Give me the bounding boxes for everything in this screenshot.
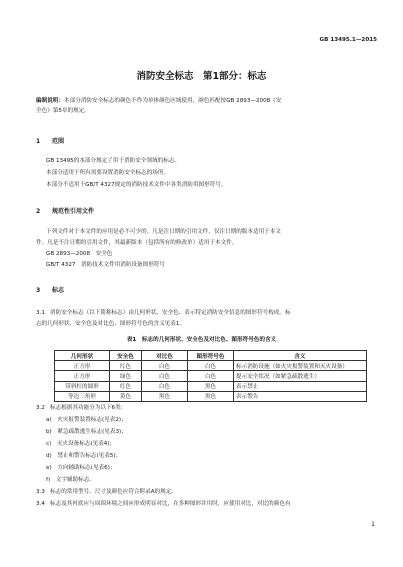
page-title: 消防安全标志 第1部分：标志 xyxy=(136,71,267,82)
table-row xyxy=(55,371,367,381)
cell-contrast-color: 白色 xyxy=(142,371,188,381)
section-3-number: 3 xyxy=(36,287,41,294)
header-symbol-color: 图形符号色 xyxy=(188,351,234,361)
cell-symbol-color: 黑色 xyxy=(188,391,234,401)
list-item: d) 禁止和警告标志(见表5)； xyxy=(46,453,122,459)
page-number: 1 xyxy=(371,521,375,528)
table-row xyxy=(55,391,367,401)
table-row xyxy=(55,381,367,391)
table-header-row xyxy=(55,351,367,361)
section-2-title: 规范性引用文件 xyxy=(52,208,95,215)
clause-3-1-number: 3.1 xyxy=(36,310,45,316)
clause-3-2-number: 3.2 xyxy=(36,405,45,411)
header-safety-color: 安全色 xyxy=(110,351,142,361)
clause-3-3-text: 标志的常用型号、尺寸及颜色应符合附录A的规定。 xyxy=(50,489,177,495)
cell-meaning: 表示警告 xyxy=(234,391,367,401)
clause-3-1-line-2: 志的几何形状、安全色及对比色、图形符号色的含义见表1。 xyxy=(36,321,185,327)
header-meaning: 含义 xyxy=(234,351,367,361)
clause-3-1-line-1: 消防安全标志（以下简称标志）由几何形状、安全色、表示特定消防安全信息的图形符号构成。标 xyxy=(50,310,291,316)
cell-meaning: 标示消防设施（如火灾报警装置和灭火设备） xyxy=(234,361,367,371)
standard-number: GB 13495.1—2015 xyxy=(319,37,377,43)
cell-symbol-color: 白色 xyxy=(188,361,234,371)
list-item: e) 方向辅助标志(见表6)； xyxy=(46,465,116,471)
section-2-ref-1: GB 2893—2008 安全色 xyxy=(46,251,113,257)
section-2-para-2: 件。凡是不注日期的引用文件，其最新版本（包括所有的修改单）适用于本文件。 xyxy=(36,240,238,246)
cell-safety-color: 红色 xyxy=(110,381,142,391)
clause-3-3-number: 3.3 xyxy=(36,489,45,495)
clause-3-4-number: 3.4 xyxy=(36,501,45,507)
cell-safety-color: 黄色 xyxy=(110,391,142,401)
table-row xyxy=(55,361,367,371)
cell-symbol-color: 白色 xyxy=(188,371,234,381)
section-2-number: 2 xyxy=(36,208,41,215)
section-2-para-1: 下列文件对于本文件的应用是必不可少的。凡是注日期的引用文件，仅注日期的版本适用于本文 xyxy=(46,229,281,235)
table-title: 表1 标志的几何形状、安全色及对比色、图形符号色的含义 xyxy=(126,337,277,343)
cell-symbol-color: 黑色 xyxy=(188,381,234,391)
foreword-line-1: 本部分消防安全标志的颜色不作为单体颜色区域使用，颜色匹配按GB 2893—2008《安 xyxy=(64,98,282,104)
section-1-para-2: 本部分适用于所有需要设置消防安全标志的场所。 xyxy=(46,170,170,176)
cell-meaning: 表示禁止 xyxy=(234,381,367,391)
cell-meaning: 提示安全状况（如紧急疏散逃生） xyxy=(234,371,367,381)
section-2-ref-2: GB/T 4327 消防技术文件用消防设备图形符号 xyxy=(46,262,165,268)
cell-shape: 带斜杠的圆形 xyxy=(55,381,110,391)
cell-safety-color: 红色 xyxy=(110,361,142,371)
sign-meaning-table xyxy=(54,350,367,402)
cell-contrast-color: 白色 xyxy=(142,361,188,371)
cell-contrast-color: 黑色 xyxy=(142,391,188,401)
section-3-title: 标志 xyxy=(52,287,65,294)
list-item: b) 紧急疏散逃生标志(见表3)； xyxy=(46,429,127,435)
cell-safety-color: 绿色 xyxy=(110,371,142,381)
cell-contrast-color: 白色 xyxy=(142,381,188,391)
section-1-para-1: GB 13495的本部分规定了用于消防安全领域的标志。 xyxy=(46,158,181,164)
header-shape: 几何形状 xyxy=(55,351,110,361)
cell-shape: 正方形 xyxy=(55,361,110,371)
clause-3-4-text: 标志及其衬底应与周围环境之间应形成明显对比，在多种图形并用时，应使用对比，对比的颜色有 xyxy=(50,501,291,507)
list-item: f) 文字辅助标志。 xyxy=(46,477,95,483)
section-1-number: 1 xyxy=(36,138,41,145)
foreword-label: 编制说明： xyxy=(36,98,64,104)
header-contrast-color: 对比色 xyxy=(142,351,188,361)
cell-shape: 正方形 xyxy=(55,371,110,381)
cell-shape: 等边三角形 xyxy=(55,391,110,401)
foreword-line-2: 全色》第5章的规定。 xyxy=(36,108,90,114)
list-item: a) 火灾报警装置标志(见表2)； xyxy=(46,417,127,423)
clause-3-2-text: 标志根据其功能分为以下6类： xyxy=(50,405,127,411)
section-1-title: 范围 xyxy=(52,138,65,145)
list-item: c) 灭火设备标志(见表4)； xyxy=(46,441,116,447)
section-1-para-3: 本部分不适用于GB/T 4327规定的消防技术文件中各类消防用图形符号。 xyxy=(46,182,227,188)
